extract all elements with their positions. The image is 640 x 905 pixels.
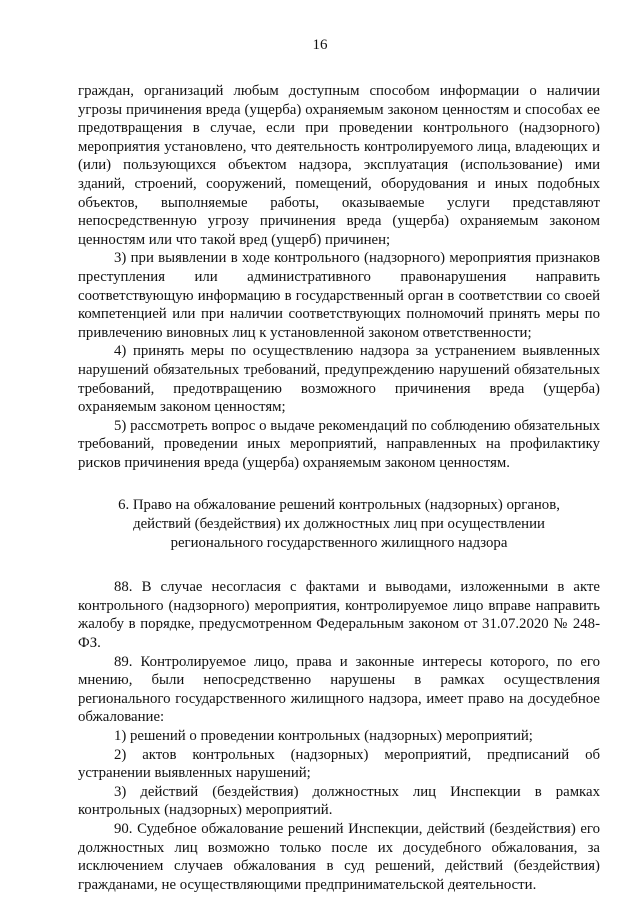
paragraph-88: 88. В случае несогласия с фактами и выводами, изложенными в акте контрольного (надзорного) мероприятия, контролируемое лицо вправе направить жалобу в порядке, предусмотренном Федеральным законом от 31.07.2020 № 248-ФЗ. [78, 579, 600, 652]
paragraph-90: 90. Судебное обжалование решений Инспекции, действий (бездействия) его должностных лиц возможно только после их досудебного обжалования, за исключением случаев обжалования в суд решений, действий (бездействия) гражданами, не осуществляющими предпринимательской деятельности. [78, 820, 600, 893]
section-heading-line-2: действий (бездействия) их должностных лиц при осуществлении [133, 516, 545, 533]
document-body [78, 82, 600, 894]
paragraph-89-item-1: 1) решений о проведении контрольных (надзорных) мероприятий; [114, 728, 533, 744]
paragraph-continuation: граждан, организаций любым доступным способом информации о наличии угрозы причинения вреда (ущерба) охраняемым законом ценностям и способах ее предотвращения в случае, если при проведении контрольного (надзорного) мероприятия установлено, что деятельность контролируемого лица, владеющих и (или) пользующихся объектом надзора, эксплуатация (использование) ими зданий, строений, сооружений, помещений, оборудования и иных подобных объектов, выполняемые работы, оказываемые услуги представляют непосредственную угрозу причинения вреда (ущерба) охраняемым законом ценностям или что такой вред (ущерб) причинен; [78, 83, 600, 248]
page-number: 16 [312, 37, 328, 53]
paragraph-item-5: 5) рассмотреть вопрос о выдаче рекомендаций по соблюдению обязательных требований, проведении иных мероприятий, направленных на профилактику рисков причинения вреда (ущерба) охраняемым законом ценностям. [78, 417, 600, 471]
paragraph-89-item-3: 3) действий (бездействия) должностных лиц Инспекции в рамках контрольных (надзорных) мероприятий. [78, 783, 600, 819]
paragraph-89: 89. Контролируемое лицо, права и законные интересы которого, по его мнению, были непосредственно нарушены в рамках осуществления регионального государственного жилищного надзора, имеет право на досудебное обжалование: [78, 653, 600, 726]
paragraph-89-item-2: 2) актов контрольных (надзорных) мероприятий, предписаний об устранении выявленных нарушений; [78, 746, 600, 782]
section-heading [78, 496, 600, 552]
section-heading-line-3: регионального государственного жилищного надзора [170, 534, 508, 551]
section-heading-line-1: 6. Право на обжалование решений контрольных (надзорных) органов, [118, 497, 560, 514]
paragraph-item-4: 4) принять меры по осуществлению надзора за устранением выявленных нарушений обязательных требований, предупреждению нарушений обязательных требований, предотвращению возможного причинения вреда (ущерба) охраняемым законом ценностям; [78, 343, 600, 416]
paragraph-item-3: 3) при выявлении в ходе контрольного (надзорного) мероприятия признаков преступления или административного правонарушения направить соответствующую информацию в государственный орган в соответствии со своей компетенцией или при наличии соответствующих полномочий принять меры по привлечению виновных лиц к установленной законом ответственности; [78, 250, 600, 341]
